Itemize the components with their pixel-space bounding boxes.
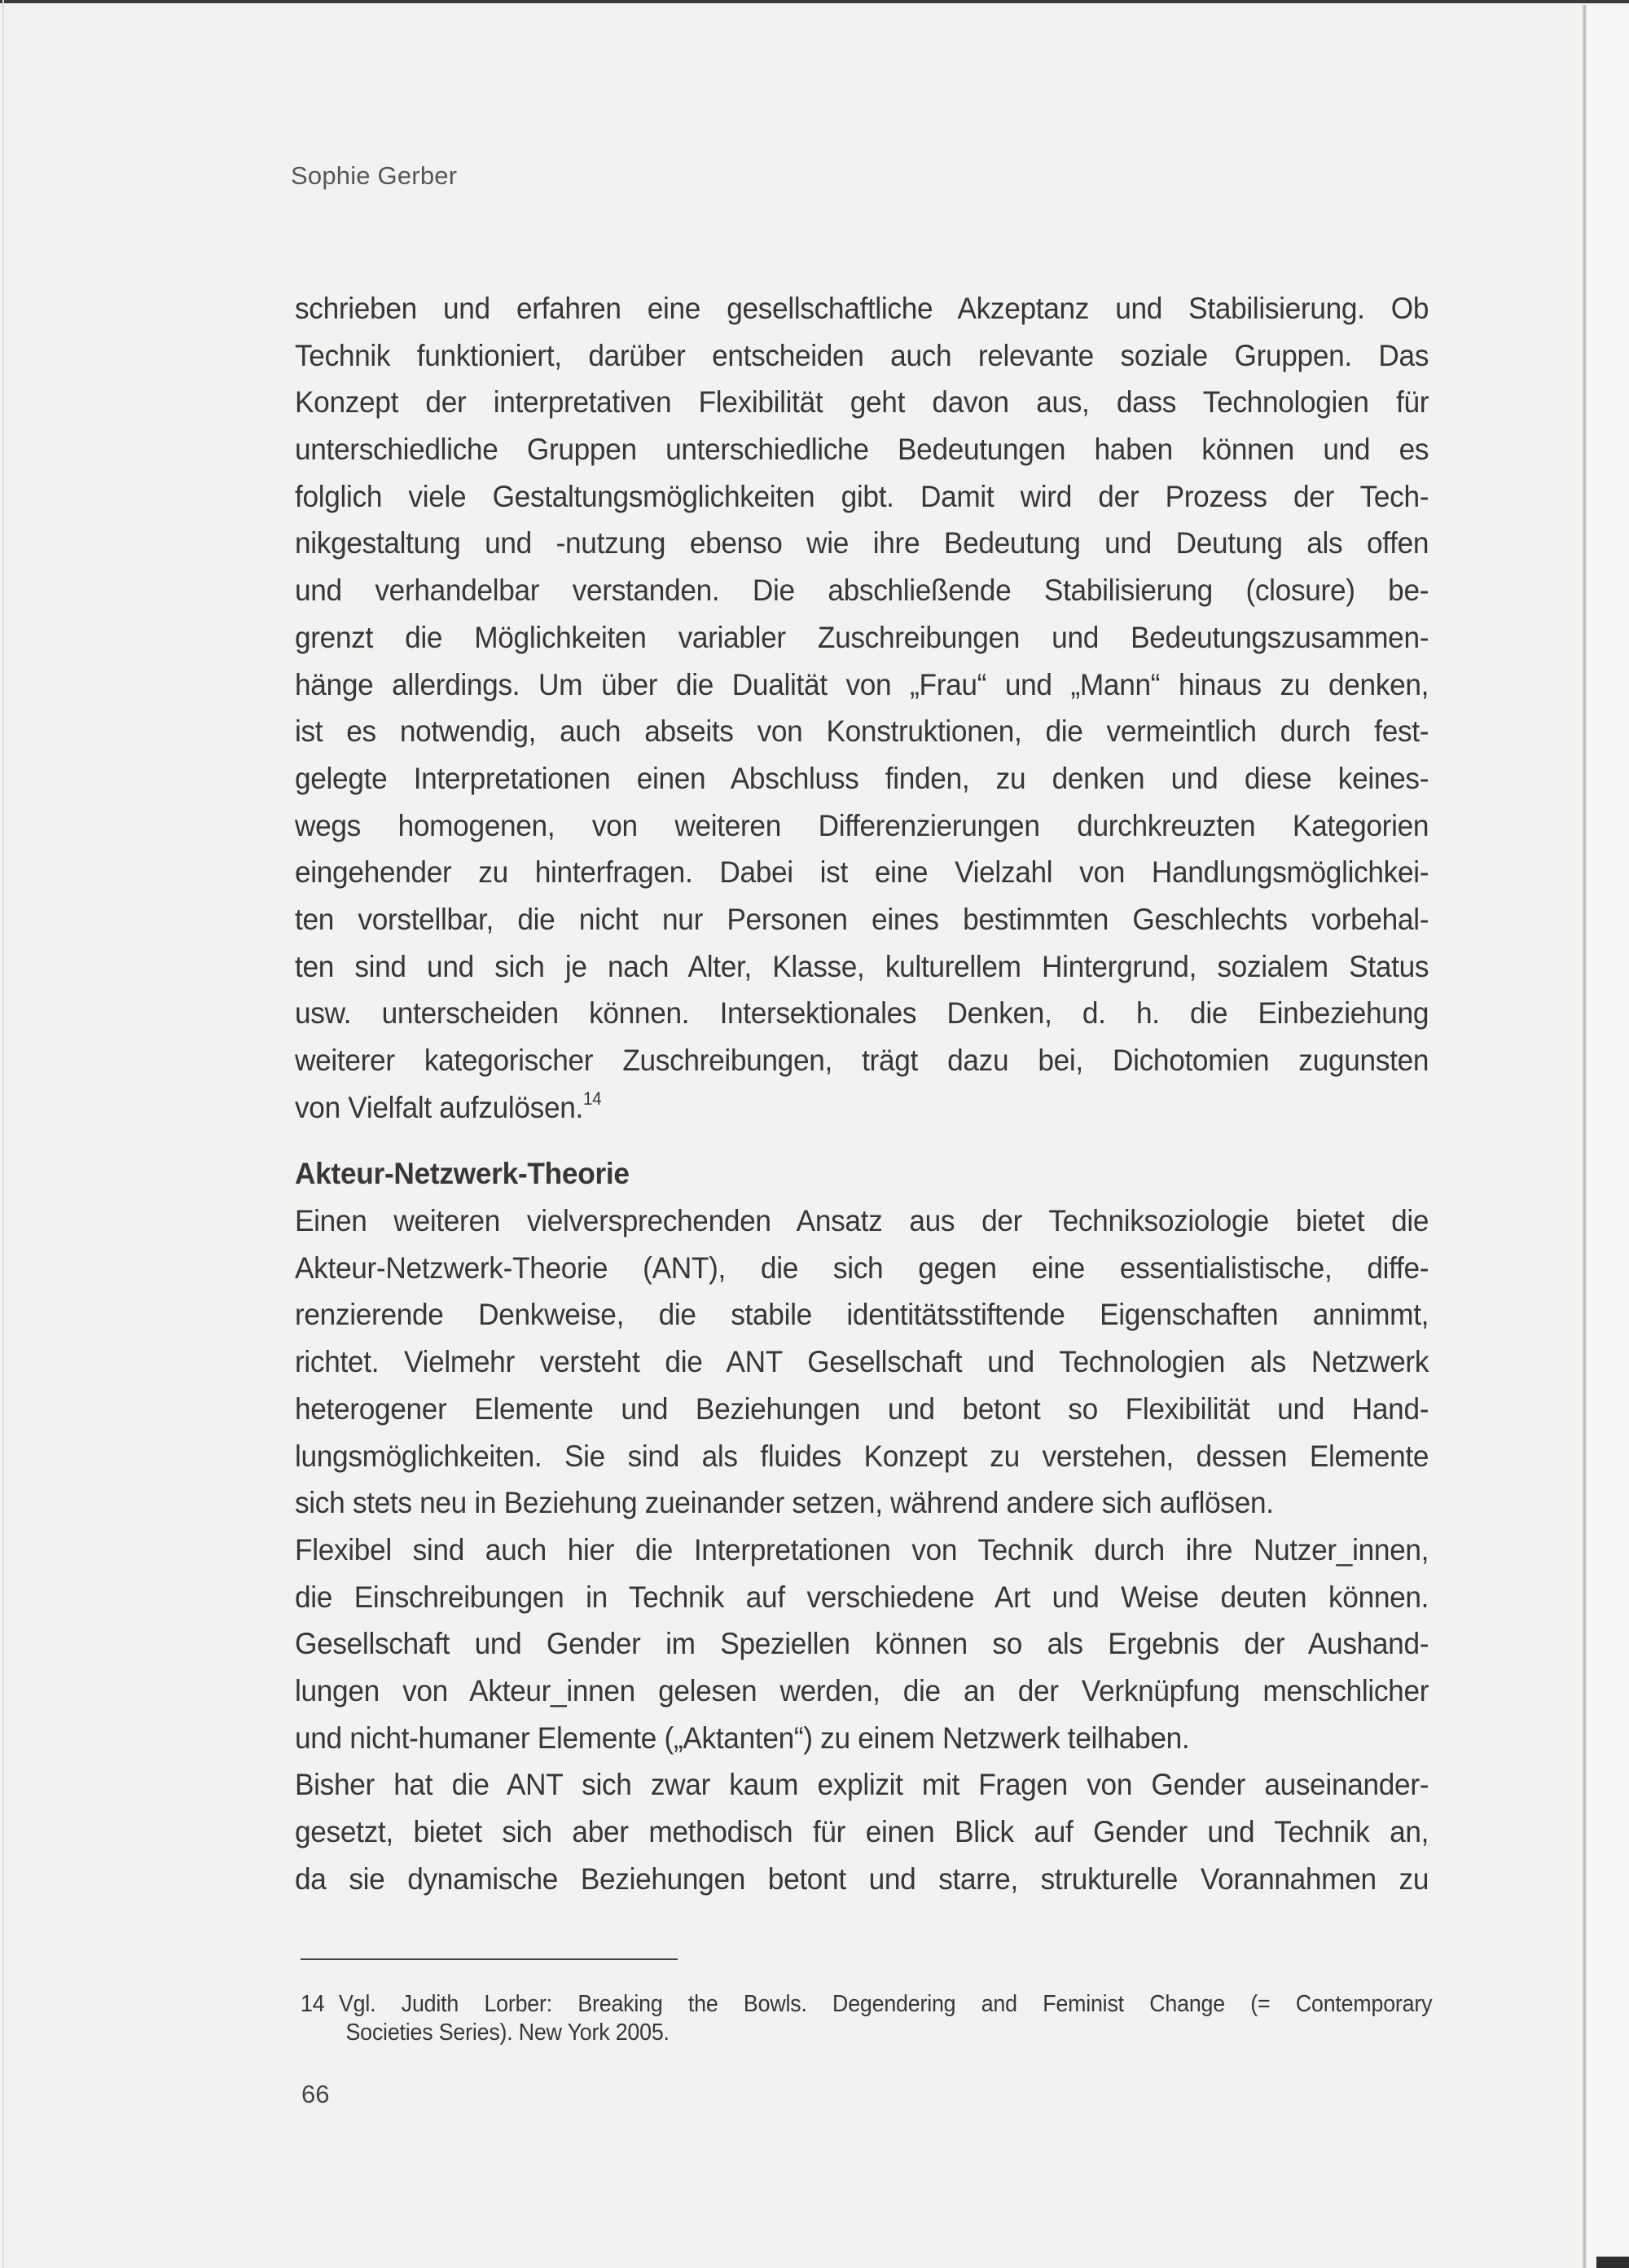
footnote-14: [301, 1990, 1433, 2047]
text-line: eingehender zu hinterfragen. Dabei ist eine Vielzahl von Handlungsmöglichkei-: [295, 855, 1429, 890]
text-line: Flexibel sind auch hier die Interpretationen von Technik durch ihre Nutzer_innen,: [295, 1532, 1429, 1567]
text-line: weiterer kategorischer Zuschreibungen, trägt dazu bei, Dichotomien zugunsten: [295, 1043, 1429, 1077]
text-line: Bisher hat die ANT sich zwar kaum explizit mit Fragen von Gender auseinander-: [295, 1767, 1429, 1802]
text-line: wegs homogenen, von weiteren Differenzierungen durchkreuzten Kategorien: [295, 807, 1429, 842]
text-line: heterogener Elemente und Beziehungen und betont so Flexibilität und Hand-: [295, 1391, 1429, 1426]
text-line: Konzept der interpretativen Flexibilität geht davon aus, dass Technologien für: [295, 385, 1429, 420]
text-line: gelegte Interpretationen einen Abschluss finden, zu denken und diese keines-: [295, 760, 1429, 795]
scan-top-edge: [0, 0, 1629, 3]
text-line: Einen weiteren vielversprechenden Ansatz aus der Techniksoziologie bietet die: [295, 1203, 1429, 1238]
text-line: gesetzt, bietet sich aber methodisch für einen Blick auf Gender und Technik an,: [295, 1814, 1429, 1848]
text-line: unterschiedliche Gruppen unterschiedliche Bedeutungen haben können und es: [295, 432, 1429, 467]
text-line-last: sich stets neu in Beziehung zueinander setzen, während andere sich auflösen.: [295, 1485, 1274, 1520]
scan-left-edge: [2, 0, 4, 2268]
page-number: 66: [301, 2080, 330, 2108]
text-line: Gesellschaft und Gender im Speziellen können so als Ergebnis der Aushand-: [295, 1626, 1429, 1661]
text-line: da sie dynamische Beziehungen betont und starre, strukturelle Vorannahmen zu: [295, 1861, 1429, 1896]
text-line: renzierende Denkweise, die stabile identitätsstiftende Eigenschaften annimmt,: [295, 1297, 1429, 1332]
text-line: usw. unterscheiden können. Intersektionales Denken, d. h. die Einbeziehung: [295, 996, 1429, 1031]
facing-page-edge: [1587, 5, 1629, 2268]
text-line-last: [295, 1084, 1429, 1132]
text-line: hänge allerdings. Um über die Dualität von „Frau“ und „Mann“ hinaus zu denken,: [295, 666, 1429, 701]
main-text: [295, 285, 1429, 1902]
footnote-text: Vgl. Judith Lorber: Breaking the Bowls. Degendering and Feminist Change (= Contemporary: [339, 1991, 1433, 2017]
footnote-reference[interactable]: 14: [582, 1088, 602, 1109]
text-line: lungsmöglichkeiten. Sie sind als fluides Konzept zu verstehen, dessen Elemente: [295, 1438, 1429, 1473]
text-line: ten sind und sich je nach Alter, Klasse, kulturellem Hintergrund, sozialem Status: [295, 948, 1429, 983]
text-line: grenzt die Möglichkeiten variabler Zuschreibungen und Bedeutungszusammen-: [295, 619, 1429, 654]
text-line: Technik funktioniert, darüber entscheiden auch relevante soziale Gruppen. Das: [295, 337, 1429, 372]
text-line: nikgestaltung und -nutzung ebenso wie ihre Bedeutung und Deutung als offen: [295, 525, 1429, 560]
text-line: die Einschreibungen in Technik auf verschiedene Art und Weise deuten können.: [295, 1579, 1429, 1614]
text-line: folglich viele Gestaltungsmöglichkeiten gibt. Damit wird der Prozess der Tech-: [295, 478, 1429, 513]
section-heading: Akteur-Netzwerk-Theorie: [295, 1156, 630, 1191]
footnote-line: [301, 1990, 1432, 2019]
scan-bottom-corner: [1596, 2257, 1629, 2268]
text-line: ist es notwendig, auch abseits von Konstruktionen, die vermeintlich durch fest-: [295, 714, 1429, 749]
text-line: richtet. Vielmehr versteht die ANT Gesellschaft und Technologien als Netzwerk: [295, 1344, 1429, 1379]
text-line: schrieben und erfahren eine gesellschaftliche Akzeptanz und Stabilisierung. Ob: [295, 291, 1429, 325]
text-line: lungen von Akteur_innen gelesen werden, die an der Verknüpfung menschlicher: [295, 1672, 1429, 1708]
footnote-separator: [301, 1958, 678, 1960]
text-fragment: von Vielfalt aufzulösen.: [295, 1089, 583, 1124]
running-head-author: Sophie Gerber: [291, 161, 458, 190]
text-line-last: und nicht-humaner Elemente („Aktanten“) zu einem Netzwerk teilhaben.: [295, 1720, 1190, 1755]
text-line: und verhandelbar verstanden. Die abschließende Stabilisierung (closure) be-: [295, 573, 1429, 608]
text-line: Akteur-Netzwerk-Theorie (ANT), die sich gegen eine essentialistische, diffe-: [295, 1250, 1429, 1285]
footnote-number: 14: [301, 1991, 325, 2017]
text-line: ten vorstellbar, die nicht nur Personen eines bestimmten Geschlechts vorbehal-: [295, 901, 1429, 936]
footnote-line: Societies Series). New York 2005.: [345, 2020, 670, 2046]
